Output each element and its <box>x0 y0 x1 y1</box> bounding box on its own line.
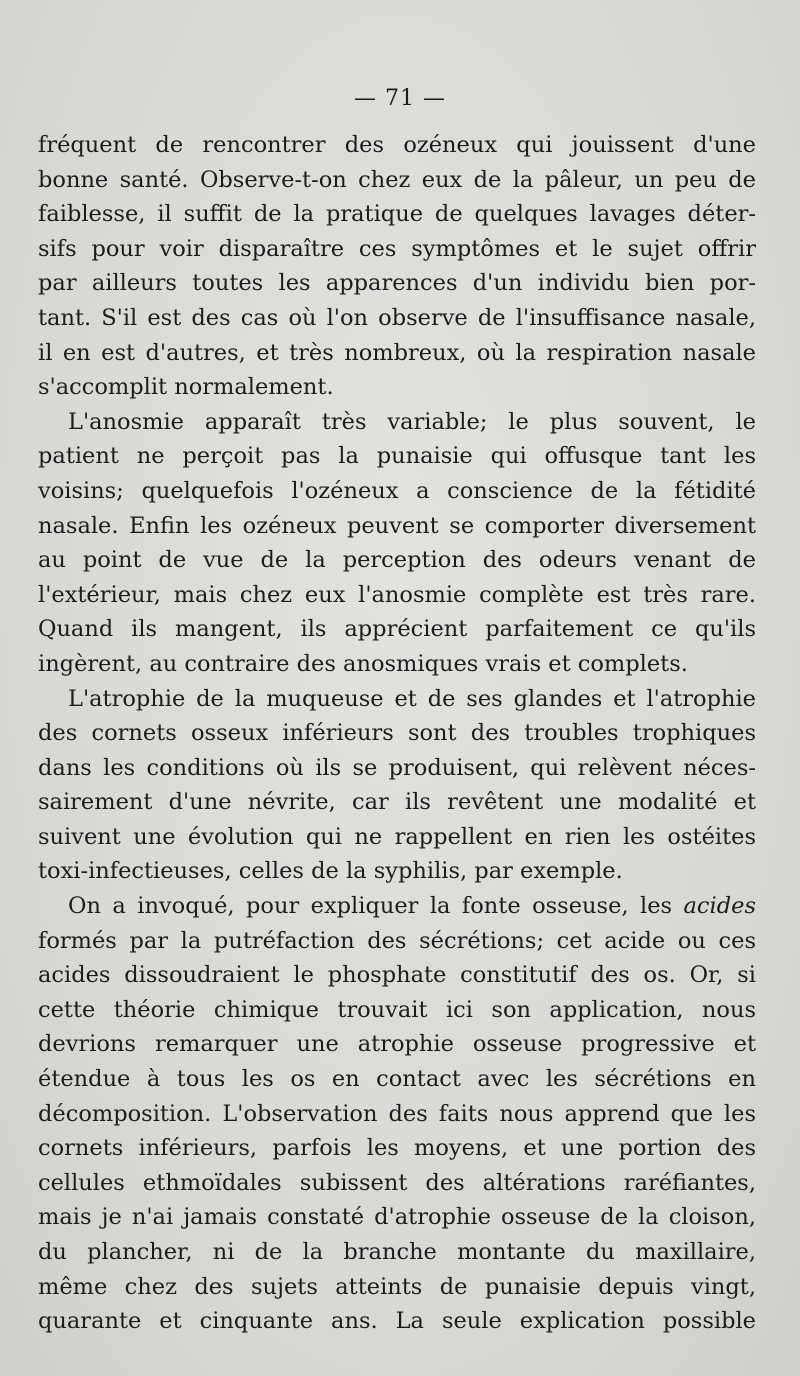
text-line-content: il en est d'autres, et très nombreux, où la respiration nasale <box>38 339 756 366</box>
text-line-content: L'anosmie apparaît très variable; le plus souvent, le <box>68 408 756 435</box>
text-line-content: étendue à tous les os en contact avec les sécrétions en <box>38 1066 756 1093</box>
text-line <box>38 336 756 371</box>
text-line <box>38 1235 756 1270</box>
text-line-content: au point de vue de la perception des odeurs venant de <box>38 547 756 574</box>
text-line-content: toxi-infectieuses, celles de la syphilis, par exemple. <box>38 858 623 885</box>
text-line <box>38 439 756 474</box>
text-line <box>38 993 756 1028</box>
text-line <box>38 647 756 682</box>
text-line-content: bonne santé. Observe-t-on chez eux de la pâleur, un peu de <box>38 166 756 193</box>
text-line-content: acides dissoudraient le phosphate constitutif des os. Or, si <box>38 962 756 989</box>
text-line-content: Quand ils mangent, ils apprécient parfaitement ce qu'ils <box>38 616 756 643</box>
italic-word: acides <box>683 893 756 920</box>
text-line <box>38 232 756 267</box>
text-line <box>38 854 756 889</box>
text-line-content: devrions remarquer une atrophie osseuse progressive et <box>38 1031 756 1058</box>
text-line-content: sifs pour voir disparaître ces symptômes et le sujet offrir <box>38 235 756 262</box>
text-line <box>38 370 756 405</box>
text-line <box>38 682 756 717</box>
text-line-content: par ailleurs toutes les apparences d'un individu bien por- <box>38 270 756 297</box>
text-line-content: même chez des sujets atteints de punaisie depuis vingt, <box>38 1273 756 1300</box>
text-line-content: nasale. Enfin les ozéneux peuvent se comporter diversement <box>38 512 756 539</box>
text-line <box>38 1304 756 1339</box>
text-line-content: du plancher, ni de la branche montante du maxillaire, <box>38 1239 756 1265</box>
text-line-content: cette théorie chimique trouvait ici son application, nous <box>38 996 756 1023</box>
text-line <box>38 1097 756 1132</box>
text-line-content: quarante et cinquante ans. La seule explication possible <box>38 1308 756 1335</box>
text-line-content: des cornets osseux inférieurs sont des troubles trophiques <box>38 720 756 747</box>
page-number: — 71 — <box>354 86 446 111</box>
text-line <box>38 128 756 163</box>
text-line <box>38 1027 756 1062</box>
text-line <box>38 266 756 301</box>
text-line-content: tant. S'il est des cas où l'on observe de l'insuffisance nasale, <box>38 304 756 331</box>
text-line-content: l'extérieur, mais chez eux l'anosmie complète est très rare. <box>38 581 756 608</box>
text-line <box>38 1200 756 1235</box>
text-line-content: cornets inférieurs, parfois les moyens, et une portion des <box>38 1135 756 1162</box>
text-line-content: mais je n'ai jamais constaté d'atrophie osseuse de la cloison, <box>38 1204 756 1231</box>
text-line <box>38 716 756 751</box>
text-line <box>38 197 756 232</box>
text-line <box>38 889 756 924</box>
text-line-content: L'atrophie de la muqueuse et de ses glandes et l'atrophie <box>68 685 756 712</box>
text-line <box>38 301 756 336</box>
text-line <box>38 405 756 440</box>
text-line <box>38 543 756 578</box>
text-line-content: ingèrent, au contraire des anosmiques vrais et complets. <box>38 650 688 677</box>
text-line <box>38 509 756 544</box>
text-line <box>38 163 756 198</box>
text-line <box>38 924 756 959</box>
text-line <box>38 1270 756 1305</box>
text-line-content: sairement d'une névrite, car ils revêtent une modalité et <box>38 789 756 816</box>
text-line-content: patient ne perçoit pas la punaisie qui offusque tant les <box>38 443 756 470</box>
text-line-content: formés par la putréfaction des sécrétions; cet acide ou ces <box>38 927 756 954</box>
text-line <box>38 612 756 647</box>
text-line-content: fréquent de rencontrer des ozéneux qui jouissent d'une <box>38 132 756 158</box>
text-line <box>38 1062 756 1097</box>
text-line <box>38 578 756 613</box>
text-line <box>38 1166 756 1201</box>
text-line-content: suivent une évolution qui ne rappellent en rien les ostéites <box>38 823 756 850</box>
text-line <box>38 958 756 993</box>
text-line-content: cellules ethmoïdales subissent des altérations raréfiantes, <box>38 1169 756 1196</box>
text-line-content: voisins; quelquefois l'ozéneux a conscience de la fétidité <box>38 477 756 504</box>
text-line <box>38 751 756 786</box>
text-line-content: On a invoqué, pour expliquer la fonte osseuse, les <box>68 893 673 920</box>
text-line <box>38 820 756 855</box>
text-line <box>38 785 756 820</box>
text-line-content: faiblesse, il suffit de la pratique de quelques lavages déter- <box>38 201 756 228</box>
text-line-content: décomposition. L'observation des faits nous apprend que les <box>38 1100 756 1127</box>
text-line <box>38 474 756 509</box>
text-line-content: s'accomplit normalement. <box>38 374 334 401</box>
text-line-content: dans les conditions où ils se produisent, qui relèvent néces- <box>38 754 756 781</box>
body-text <box>38 128 756 1339</box>
text-line <box>38 1131 756 1166</box>
